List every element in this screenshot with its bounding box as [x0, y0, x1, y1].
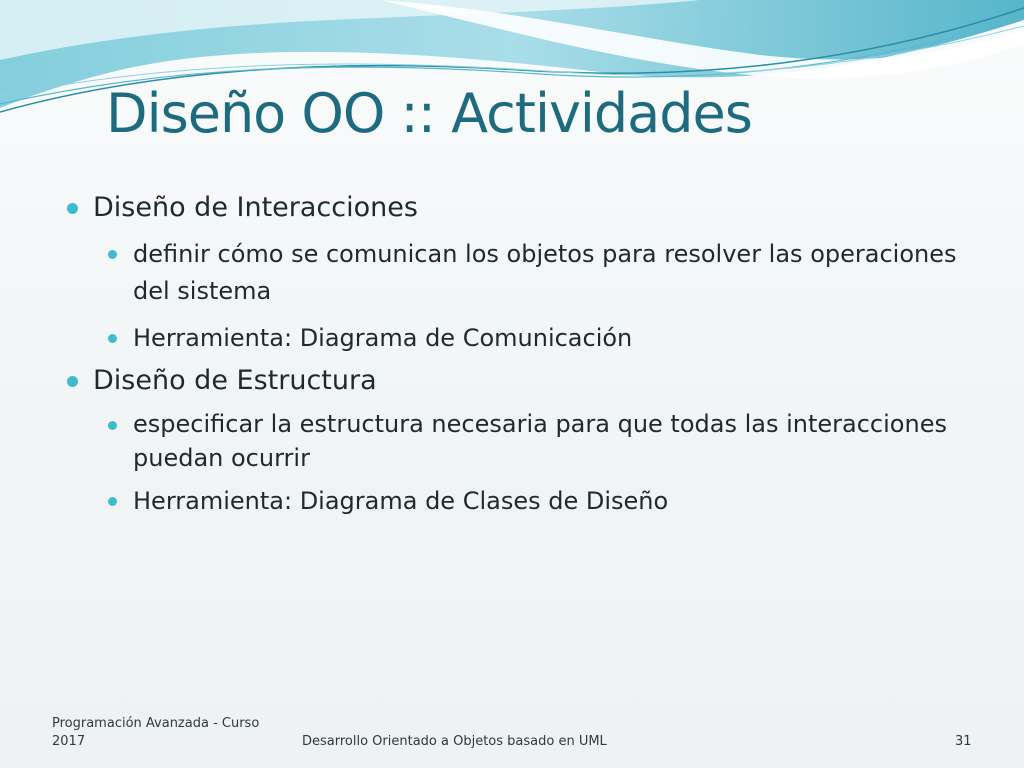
footer-course-line2: 2017: [52, 734, 86, 749]
sub-bullet-text: especificar la estructura necesaria para que todas las interacciones puedan ocurrir: [133, 410, 947, 472]
sub-bullet-text: Herramienta: Diagrama de Comunicación: [133, 324, 633, 352]
bullet-text: Diseño de Interacciones: [93, 192, 418, 223]
sub-bullet-item: [60, 407, 960, 475]
slide-number: 31: [955, 734, 972, 749]
bullet-dot-icon: [108, 250, 117, 259]
sub-bullet-text: definir cómo se comunican los objetos para resolver las operaciones del sistema: [133, 240, 957, 305]
footer-course: [52, 715, 292, 751]
bullet-dot-icon: [108, 497, 117, 506]
footer-course-line1: Programación Avanzada - Curso: [52, 716, 260, 731]
footer-subject: Desarrollo Orientado a Objetos basado en UML: [302, 734, 607, 749]
sub-bullet-text: Herramienta: Diagrama de Clases de Diseño: [133, 487, 669, 515]
bullet-dot-icon: [108, 334, 117, 343]
sub-bullet-item: [60, 320, 960, 357]
sub-bullet-item: [60, 483, 960, 520]
bullet-dot-icon: [67, 376, 78, 387]
sub-bullet-item: [60, 236, 960, 310]
bullet-dot-icon: [67, 203, 78, 214]
bullet-item: [60, 190, 960, 226]
bullet-dot-icon: [108, 421, 117, 430]
bullet-item: [60, 363, 960, 399]
slide-title: Diseño OO :: Actividades: [106, 82, 752, 145]
bullet-text: Diseño de Estructura: [93, 365, 377, 396]
bullet-list: [60, 190, 960, 520]
